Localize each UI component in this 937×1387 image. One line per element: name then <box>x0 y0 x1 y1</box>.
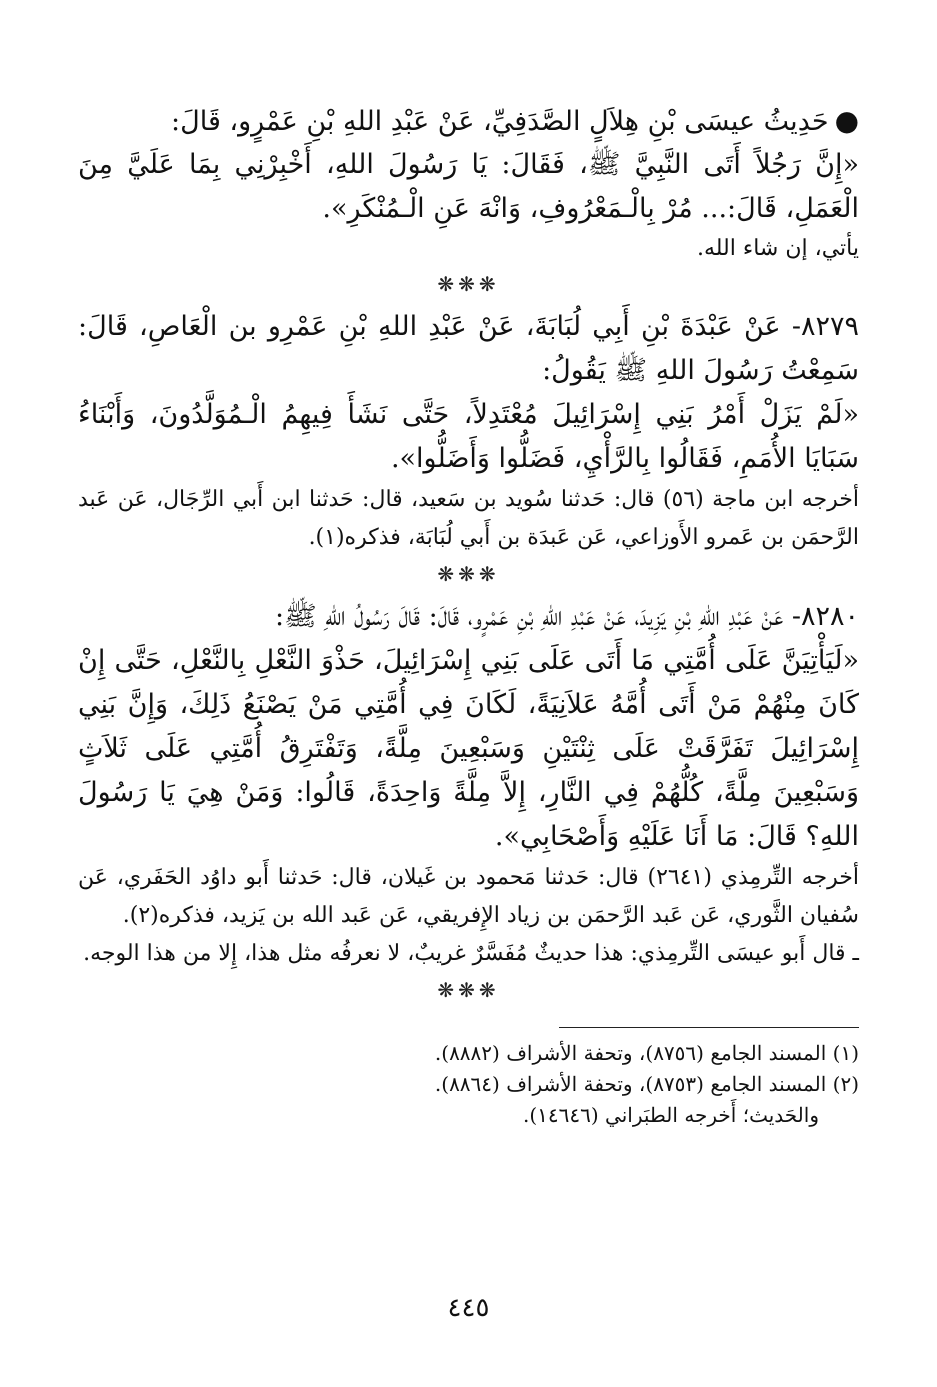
footnotes <box>78 1038 859 1131</box>
hadith-heading-8280: ٨٢٨٠- عَنْ عَبْدِ اللهِ بْنِ يَزِيدَ، عَنْ عَبْدِ اللهِ بْنِ عَمْرٍو، قَالَ: قَالَ رَسُولُ اللهِ ﷺ: <box>274 601 859 632</box>
section-divider-stars: ❋❋❋ <box>437 272 500 296</box>
footnote-separator <box>559 1027 859 1028</box>
hadith-heading-isa <box>78 100 859 143</box>
footnote-2-continuation: والحَديث؛ أَخرجه الطبَراني (١٤٦٤٦). <box>522 1103 819 1127</box>
footnote-1: (١) المسند الجامع (٨٧٥٦)، وتحفة الأشراف (٨٨٨٢). <box>434 1041 859 1065</box>
hadith-heading-8279: ٨٢٧٩- عَنْ عَبْدَةَ بْنِ أَبِي لُبَابَةَ، عَنْ عَبْدِ اللهِ بْنِ عَمْرِو بن الْعَاصِ، قَالَ: سَمِعْتُ رَسُولَ اللهِ ﷺ يَقُولُ: <box>78 311 859 386</box>
section-divider-stars: ❋❋❋ <box>437 978 500 1002</box>
footnote-2: (٢) المسند الجامع (٨٧٥٣)، وتحفة الأشراف (٨٨٦٤). <box>434 1072 859 1096</box>
page-number: ٤٤٥ <box>447 1293 490 1323</box>
cross-reference-note: يأتي، إن شاء الله. <box>696 236 859 261</box>
hadith-text-8279: «لَمْ يَزَلْ أَمْرُ بَنِي إِسْرَائِيلَ مُعْتَدِلاً، حَتَّى نَشَأَ فِيهِمُ الْـمُوَلَّدُونَ، وَأَبْنَاءُ سَبَايَا الأُمَمِ، فَقَالُوا بِالرَّأْيِ، فَضَلُّوا وَأَضَلُّوا». <box>78 399 859 474</box>
hadith-text-8280: «لَيَأْتِيَنَّ عَلَى أُمَّتِي مَا أَتَى عَلَى بَنِي إِسْرَائِيلَ، حَذْوَ النَّعْلِ بِالنَّعْلِ، حَتَّى إِنْ كَانَ مِنْهُمْ مَنْ أَتَى أُمَّهُ عَلاَنِيَةً، لَكَانَ فِي أُمَّتِي مَنْ يَصْنَعُ ذَلِكَ، وَإِنَّ بَنِي إِسْرَائِيلَ تَفَرَّقَتْ عَلَى ثِنْتَيْنِ وَسَبْعِينَ مِلَّةً، وَتَفْتَرِقُ أُمَّتِي عَلَى ثَلاَثٍ وَسَبْعِينَ مِلَّةً، كُلُّهُمْ فِي النَّارِ، إِلاَّ مِلَّةً وَاحِدَةً، قَالُوا: وَمَنْ هِيَ يَا رَسُولَ اللهِ؟ قَالَ: مَا أَنَا عَلَيْهِ وَأَصْحَابِي». <box>78 645 859 852</box>
bullet-icon: ● <box>834 104 859 137</box>
heading-text: حَدِيثُ عيسَى بْنِ هِلاَلٍ الصَّدَفِيِّ، عَنْ عَبْدِ اللهِ بْنِ عَمْرٍو، قَالَ: <box>171 106 829 137</box>
section-divider-stars: ❋❋❋ <box>437 562 500 586</box>
takhrij-8279: أخرجه ابن ماجة (٥٦) قال: حَدثنا سُويد بن سَعيد، قال: حَدثنا ابن أَبي الرِّجَال، عَن عَبد الرَّحمَن بن عَمرو الأَوزاعي، عَن عَبدَة بن أَبي لُبَابَة، فذكره(١). <box>78 487 860 550</box>
hadith-text: «إِنَّ رَجُلاً أَتَى النَّبِيَّ ﷺ، فَقَالَ: يَا رَسُولَ اللهِ، أَخْبِرْنِي بِمَا عَلَيَّ مِنَ الْعَمَلِ، قَالَ:... مُرْ بِالْـمَعْرُوفِ، وَانْهَ عَنِ الْـمُنْكَرِ». <box>78 149 859 224</box>
tirmidhi-comment: ـ قال أَبو عيسَى التِّرمِذي: هذا حديثٌ مُفَسَّرٌ غريبٌ، لا نعرفُه مثل هذا، إِلا من هذا الوجه. <box>83 941 859 966</box>
takhrij-8280: أخرجه التِّرمِذي (٢٦٤١) قال: حَدثنا مَحمود بن غَيلان، قال: حَدثنا أَبو داوُد الحَفَري، عَن سُفيان الثَّوري، عَن عَبد الرَّحمَن بن زياد الإِفريقي، عَن عَبد الله بن يَزيد، فذكره(٢). <box>78 865 859 928</box>
